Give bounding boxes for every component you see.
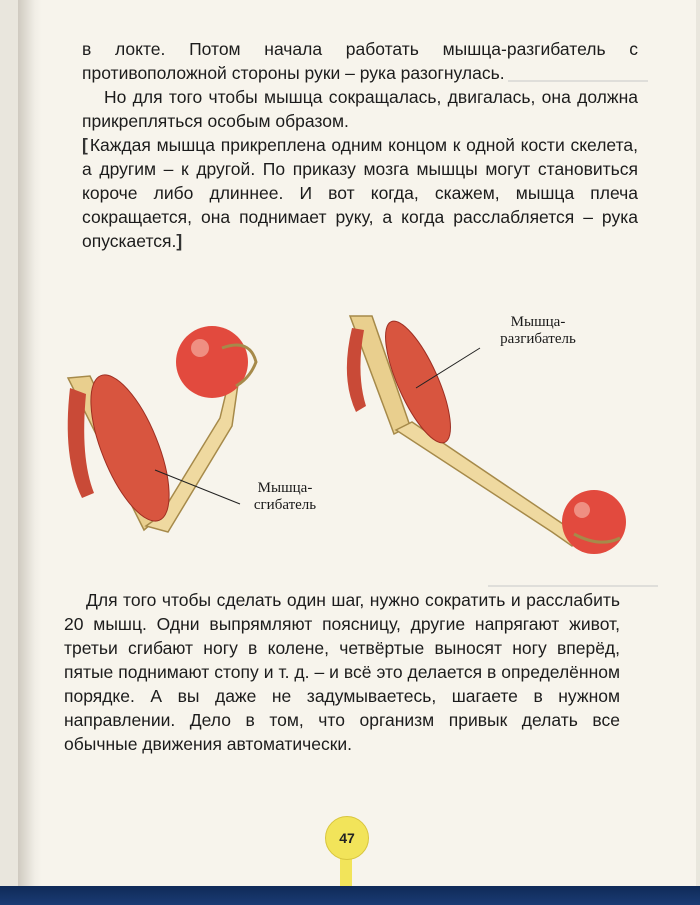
text-block-top xyxy=(82,37,638,253)
flexor-caption: Мышца-сгибатель xyxy=(253,480,317,513)
forearm-bone-right xyxy=(396,422,580,546)
margin-bracket-close: ] xyxy=(176,231,183,251)
page-number-ribbon xyxy=(340,856,352,886)
page-number: 47 xyxy=(325,816,369,860)
ball-right xyxy=(562,490,626,554)
arm-muscles-illustration xyxy=(60,308,660,578)
ball-left xyxy=(176,326,248,398)
text-block-bottom xyxy=(64,588,620,756)
paragraph-4: Для того чтобы сделать один шаг, нужно сократить и расслабить 20 мышц. Одни выпрямляют поясницу, другие напрягают живот, третьи сгибают ногу в колене, четвёртые выносят ногу вперёд, пятые поднимают стопу и т. д. – и всё это делается в определённом порядке. А вы даже не задумываетесь, шагаете в нужном направлении. Дело в том, что организм привык делать все обычные движения автоматически. xyxy=(64,590,620,754)
book-binding-strip xyxy=(0,886,700,905)
extensor-caption: Мышца-разгибатель xyxy=(500,314,576,347)
flexor-muscle xyxy=(75,365,185,531)
bleed-through-strokes xyxy=(488,585,658,587)
extended-arm-figure xyxy=(347,314,626,554)
paragraph-3-text: Каждая мышца прикреплена одним концом к одной кости скелета, а другим – к другой. По приказу мозга мышцы могут становиться короче либо длиннее. И вот когда, скажем, мышца плеча сокращается, она поднимает руку, а когда расслабляется – рука опускается. xyxy=(82,135,638,251)
paragraph-2: Но для того чтобы мышца сокращалась, двигалась, она должна прикрепляться особым образом. xyxy=(82,87,638,131)
margin-bracket-open: [ xyxy=(82,135,88,155)
page-gutter xyxy=(18,0,42,890)
paragraph-1: в локте. Потом начала работать мышца-разгибатель с противоположной стороны руки – рука разогнулась. xyxy=(82,39,638,83)
paragraph-3 xyxy=(82,133,638,253)
flexed-arm-figure xyxy=(68,326,256,532)
ball-left-highlight xyxy=(191,339,209,357)
ball-right-highlight xyxy=(574,502,590,518)
